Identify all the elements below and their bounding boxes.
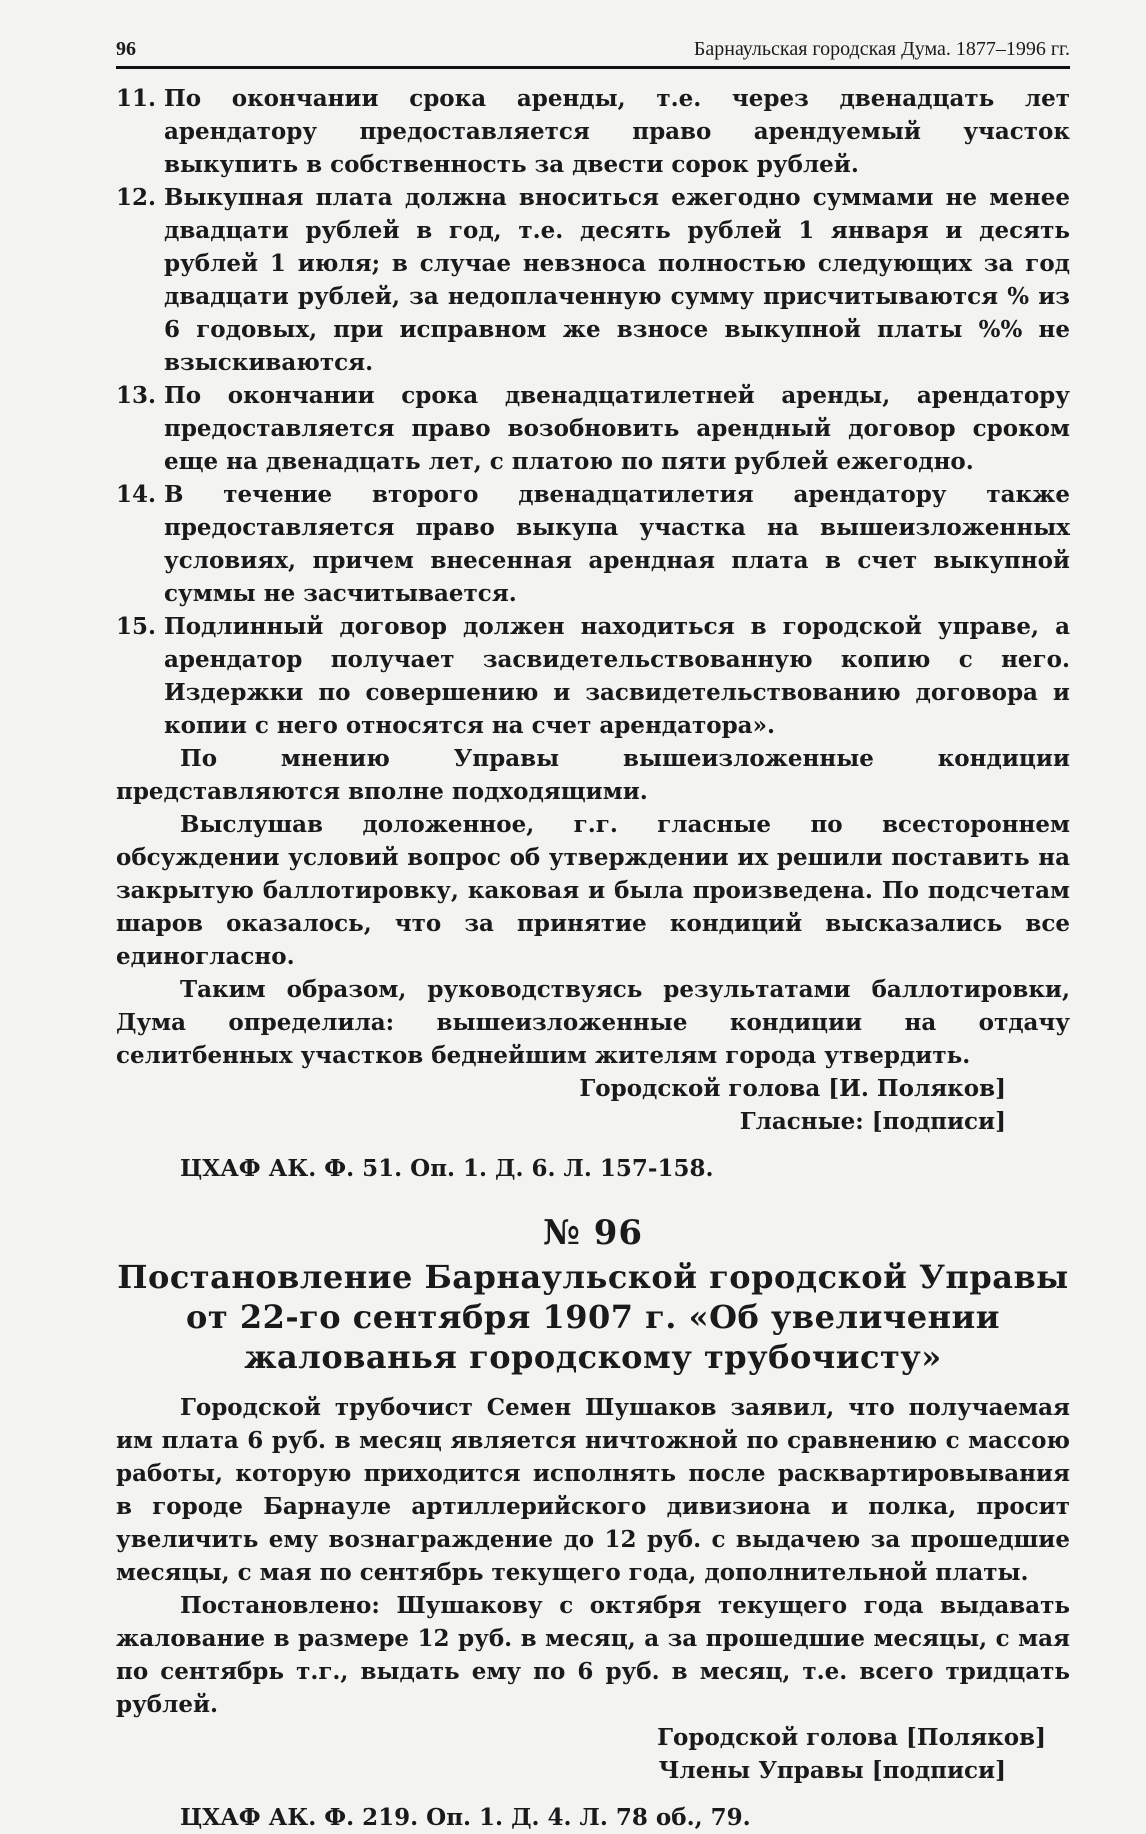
list-item xyxy=(116,82,1070,181)
item-text: По окончании срока двенадцатилетней аренды, арендатору предоставляется право возобновить арендный договор сроком еще на двенадцать лет, с платою по пяти рублей ежегодно. xyxy=(164,382,1070,475)
document-number: № 96 xyxy=(542,1213,644,1253)
document-title: Постановление Барнаульской городской Управы от 22-го сентября 1907 г. «Об увеличении жалованья городскому трубочисту» xyxy=(117,1258,1069,1376)
item-number: 15. xyxy=(116,613,157,640)
paragraph: Таким образом, руководствуясь результатами баллотировки, Дума определила: вышеизложенные кондиции на отдачу селитбенных участков беднейшим жителям города утвердить. xyxy=(116,976,1070,1069)
item-text: Подлинный договор должен находиться в городской управе, а арендатор получает засвидетельствованную копию с него. Издержки по совершению и засвидетельствованию договора и копии с него относятся на счет арендатора». xyxy=(164,613,1070,739)
signature-block xyxy=(116,1072,1070,1138)
item-number: 13. xyxy=(116,382,157,409)
paragraph: Выслушав доложенное, г.г. гласные по всестороннем обсуждении условий вопрос об утверждении их решили поставить на закрытую баллотировку, каковая и была произведена. По подсчетам шаров оказалось, что за принятие кондиций высказались все единогласно. xyxy=(116,811,1070,970)
running-title: Барнаульская городская Дума. 1877–1996 гг. xyxy=(693,38,1070,60)
archive-reference: ЦХАФ АК. Ф. 51. Оп. 1. Д. 6. Л. 157-158. xyxy=(180,1155,714,1182)
item-text: По окончании срока аренды, т.е. через двенадцать лет арендатору предоставляется право арендуемый участок выкупить в собственность за двести сорок рублей. xyxy=(164,85,1070,178)
signature-line: Городской голова [И. Поляков] xyxy=(579,1075,1006,1102)
archive-reference: ЦХАФ АК. Ф. 219. Оп. 1. Д. 4. Л. 78 об., 79. xyxy=(180,1804,751,1831)
paragraph: Городской трубочист Семен Шушаков заявил, что получаемая им плата 6 руб. в месяц является ничтожной по сравнению с массою работы, которую приходится исполнять после расквартировывания в городе Барнауле артиллерийского дивизиона и полка, просит увеличить ему вознаграждение до 12 руб. с выдачею за прошедшие месяцы, с мая по сентябрь текущего года, дополнительной платы. xyxy=(116,1394,1070,1586)
signature-line: Гласные: [подписи] xyxy=(739,1108,1006,1135)
list-item xyxy=(116,610,1070,742)
list-item xyxy=(116,181,1070,379)
signature-block xyxy=(116,1721,1070,1787)
page-number: 96 xyxy=(116,38,136,60)
item-text: Выкупная плата должна вноситься ежегодно суммами не менее двадцати рублей в год, т.е. десять рублей 1 января и десять рублей 1 июля; в случае невзноса полностью следующих за год двадцати рублей, за недоплаченную сумму присчитываются % из 6 годовых, при исправном же взносе выкупной платы %% не взыскиваются. xyxy=(164,184,1070,376)
item-number: 14. xyxy=(116,481,157,508)
header-rule xyxy=(116,66,1070,69)
page-header xyxy=(116,36,1070,66)
item-number: 12. xyxy=(116,184,157,211)
signature-line: Члены Управы [подписи] xyxy=(658,1757,1006,1784)
item-number: 11. xyxy=(116,85,157,112)
item-text: В течение второго двенадцатилетия арендатору также предоставляется право выкупа участка на вышеизложенных условиях, причем внесенная арендная плата в счет выкупной суммы не засчитывается. xyxy=(164,481,1070,607)
paragraph: По мнению Управы вышеизложенные кондиции представляются вполне подходящими. xyxy=(116,745,1070,805)
list-item xyxy=(116,478,1070,610)
page-body xyxy=(116,82,1070,1834)
signature-line: Городской голова [Поляков] xyxy=(657,1724,1046,1751)
list-item xyxy=(116,379,1070,478)
paragraph: Постановлено: Шушакову с октября текущего года выдавать жалование в размере 12 руб. в месяц, а за прошедшие месяцы, с мая по сентябрь т.г., выдать ему по 6 руб. в месяц, т.е. всего тридцать рублей. xyxy=(116,1592,1070,1718)
